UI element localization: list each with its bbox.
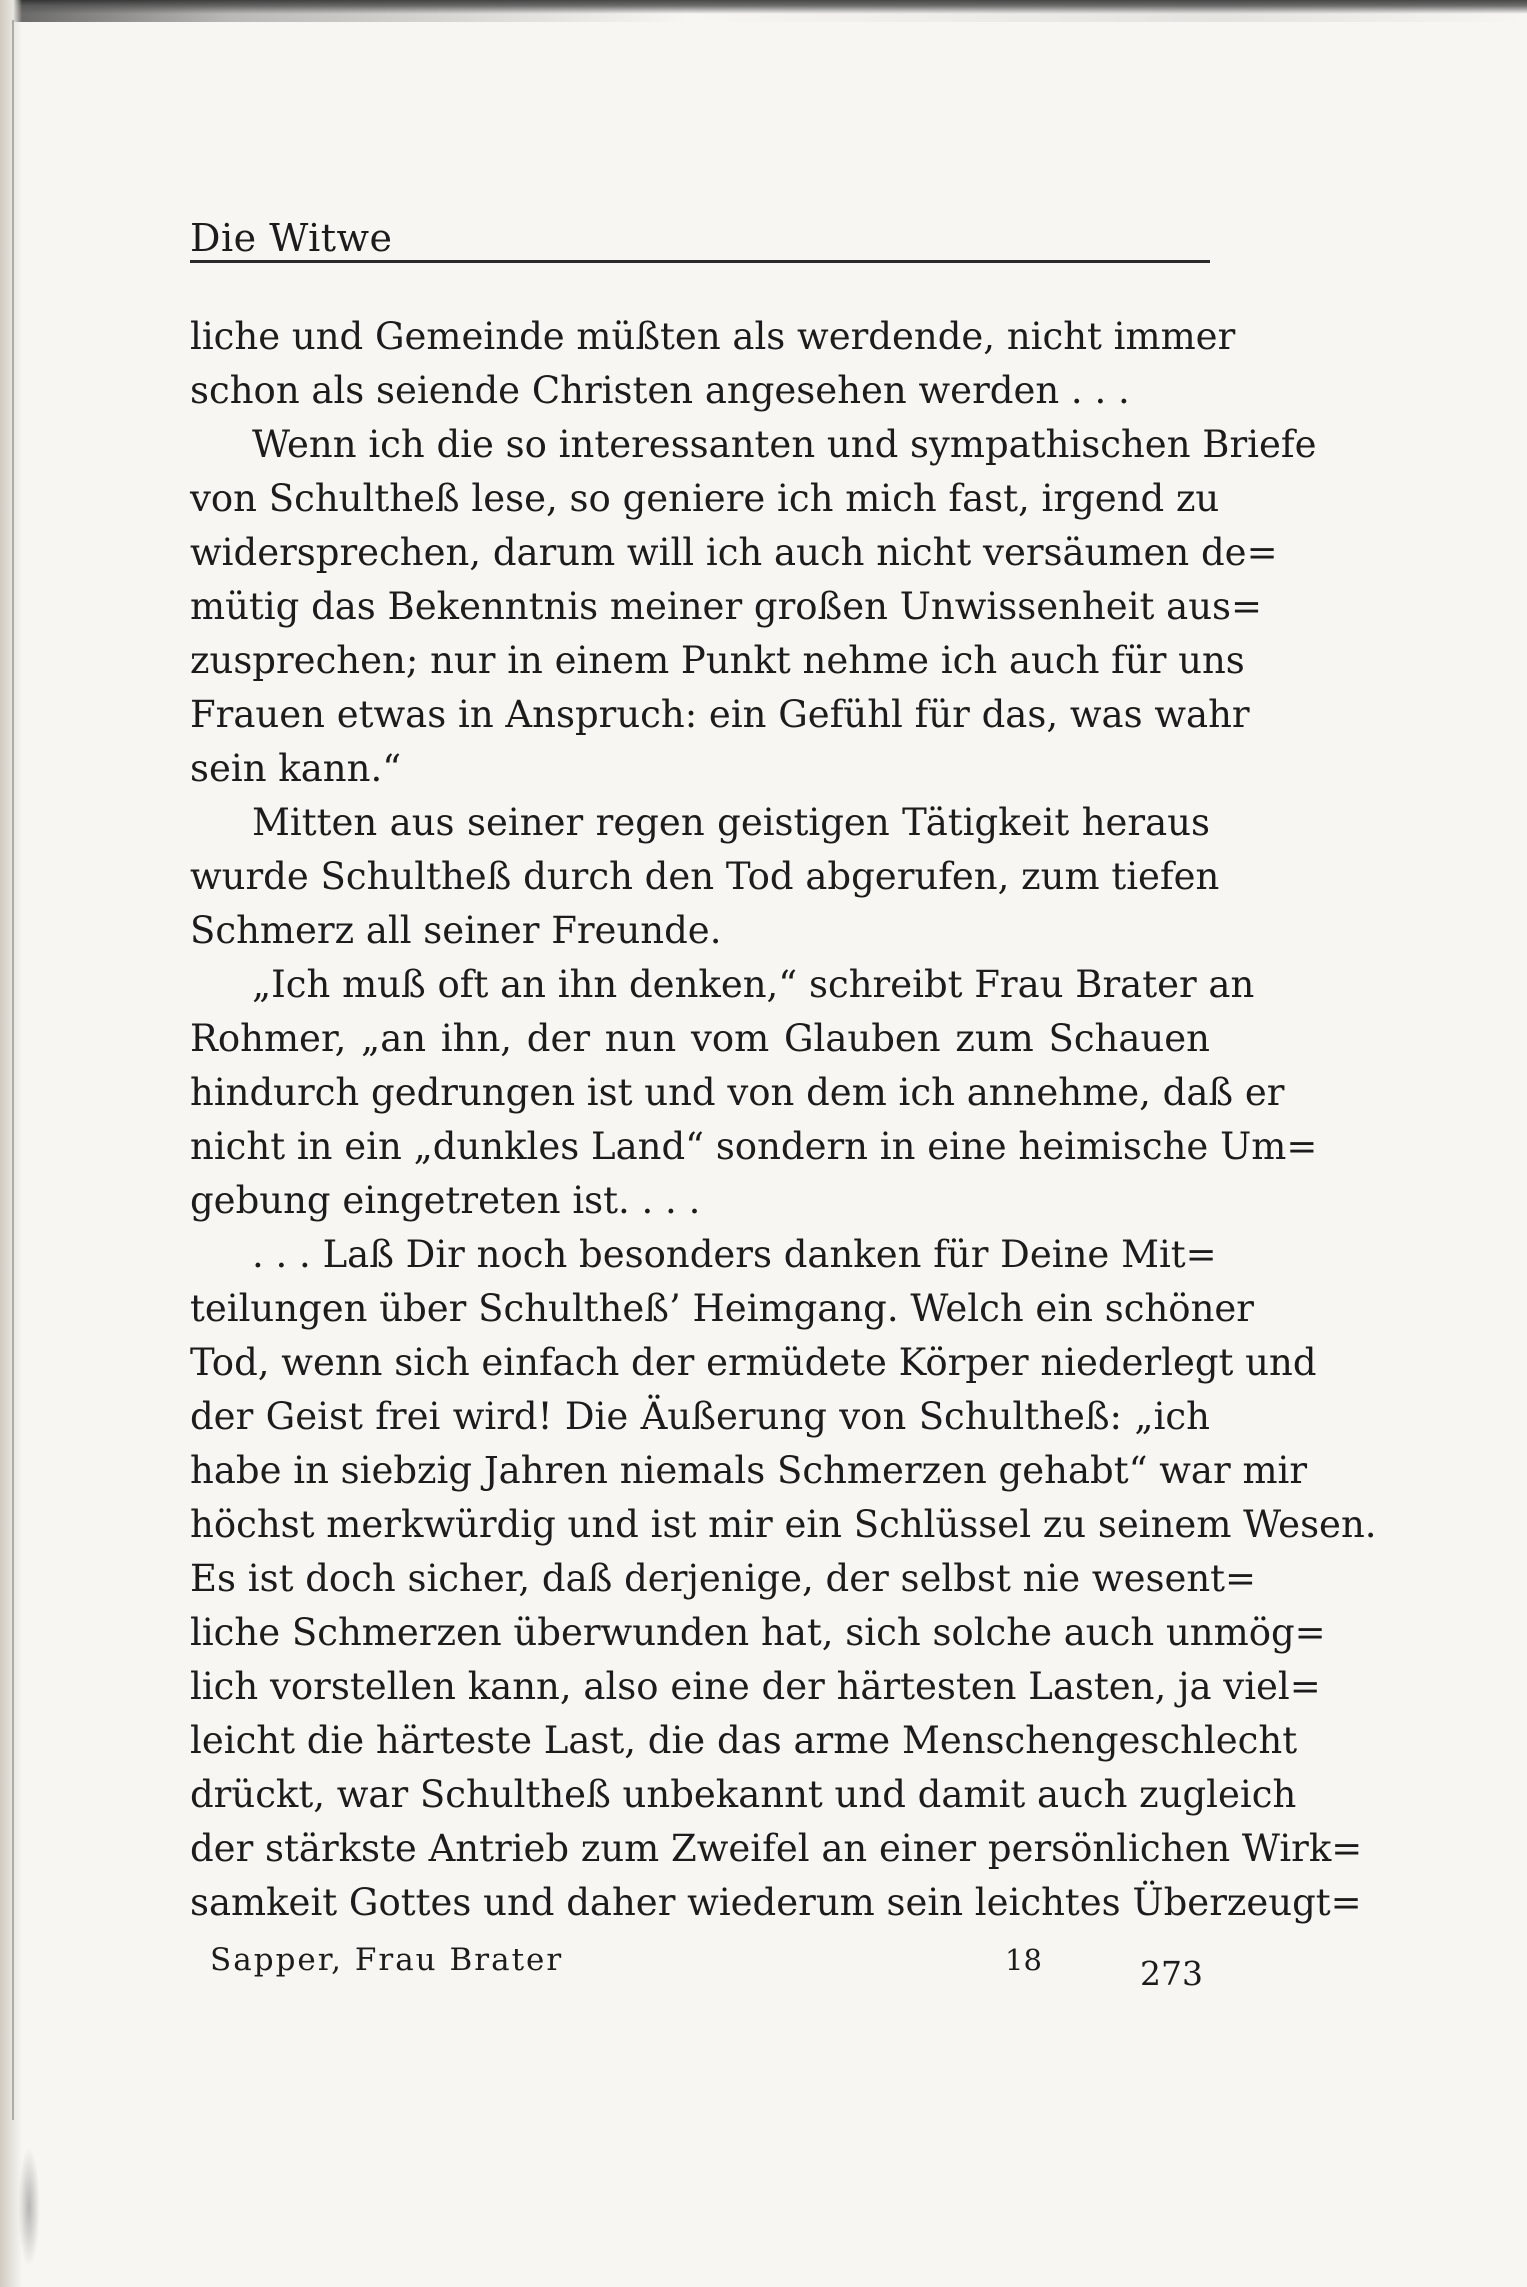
scan-left-edge xyxy=(0,0,22,2287)
text-line: mütig das Bekenntnis meiner großen Unwissenheit aus= xyxy=(190,585,1263,628)
text-line: widersprechen, darum will ich auch nicht versäumen de= xyxy=(190,531,1278,574)
text-line: teilungen über Schultheß’ Heimgang. Welch ein schöner xyxy=(190,1287,1254,1330)
text-line: Es ist doch sicher, daß derjenige, der selbst nie wesent= xyxy=(190,1557,1257,1600)
sheet-number: 18 xyxy=(1005,1943,1042,1977)
text-line: höchst merkwürdig und ist mir ein Schlüssel zu seinem Wesen. xyxy=(190,1503,1377,1546)
scan-gutter-line xyxy=(12,20,14,2120)
header-rule xyxy=(190,260,1210,263)
text-line: Rohmer, „an ihn, der nun vom Glauben zum Schauen xyxy=(190,1017,1210,1060)
text-line: zusprechen; nur in einem Punkt nehme ich auch für uns xyxy=(190,639,1245,682)
text-line: Mitten aus seiner regen geistigen Tätigkeit heraus xyxy=(252,801,1210,844)
text-line: der stärkste Antrieb zum Zweifel an einer persönlichen Wirk= xyxy=(190,1827,1363,1870)
text-line: „Ich muß oft an ihn denken,“ schreibt Frau Brater an xyxy=(252,963,1255,1006)
text-line: gebung eingetreten ist. . . . xyxy=(190,1179,701,1222)
text-line: hindurch gedrungen ist und von dem ich annehme, daß er xyxy=(190,1071,1285,1114)
page-number: 273 xyxy=(1140,1954,1203,1993)
text-line: Wenn ich die so interessanten und sympathischen Briefe xyxy=(252,423,1317,466)
scan-speck xyxy=(18,2147,40,2267)
scan-top-edge xyxy=(0,0,1527,14)
text-line: wurde Schultheß durch den Tod abgerufen, zum tiefen xyxy=(190,855,1220,898)
text-line: sein kann.“ xyxy=(190,747,402,790)
text-line: lich vorstellen kann, also eine der härtesten Lasten, ja viel= xyxy=(190,1665,1321,1708)
printer-signature: Sapper, Frau Brater xyxy=(210,1942,564,1978)
text-line: nicht in ein „dunkles Land“ sondern in eine heimische Um= xyxy=(190,1125,1318,1168)
text-line: leicht die härteste Last, die das arme Menschengeschlecht xyxy=(190,1719,1298,1762)
text-line: Tod, wenn sich einfach der ermüdete Körper niederlegt und xyxy=(190,1341,1317,1384)
text-line: liche und Gemeinde müßten als werdende, nicht immer xyxy=(190,315,1236,358)
text-line: von Schultheß lese, so geniere ich mich fast, irgend zu xyxy=(190,477,1220,520)
text-line: samkeit Gottes und daher wiederum sein leichtes Überzeugt= xyxy=(190,1881,1362,1924)
text-line: drückt, war Schultheß unbekannt und damit auch zugleich xyxy=(190,1773,1297,1816)
text-line: der Geist frei wird! Die Äußerung von Schultheß: „ich xyxy=(190,1395,1210,1438)
running-head: Die Witwe xyxy=(190,216,393,260)
text-line: Schmerz all seiner Freunde. xyxy=(190,909,722,952)
text-line: . . . Laß Dir noch besonders danken für Deine Mit= xyxy=(252,1233,1217,1276)
text-line: schon als seiende Christen angesehen werden . . . xyxy=(190,369,1130,412)
text-line: Frauen etwas in Anspruch: ein Gefühl für das, was wahr xyxy=(190,693,1250,736)
text-line: liche Schmerzen überwunden hat, sich solche auch unmög= xyxy=(190,1611,1326,1654)
text-line: habe in siebzig Jahren niemals Schmerzen gehabt“ war mir xyxy=(190,1449,1308,1492)
